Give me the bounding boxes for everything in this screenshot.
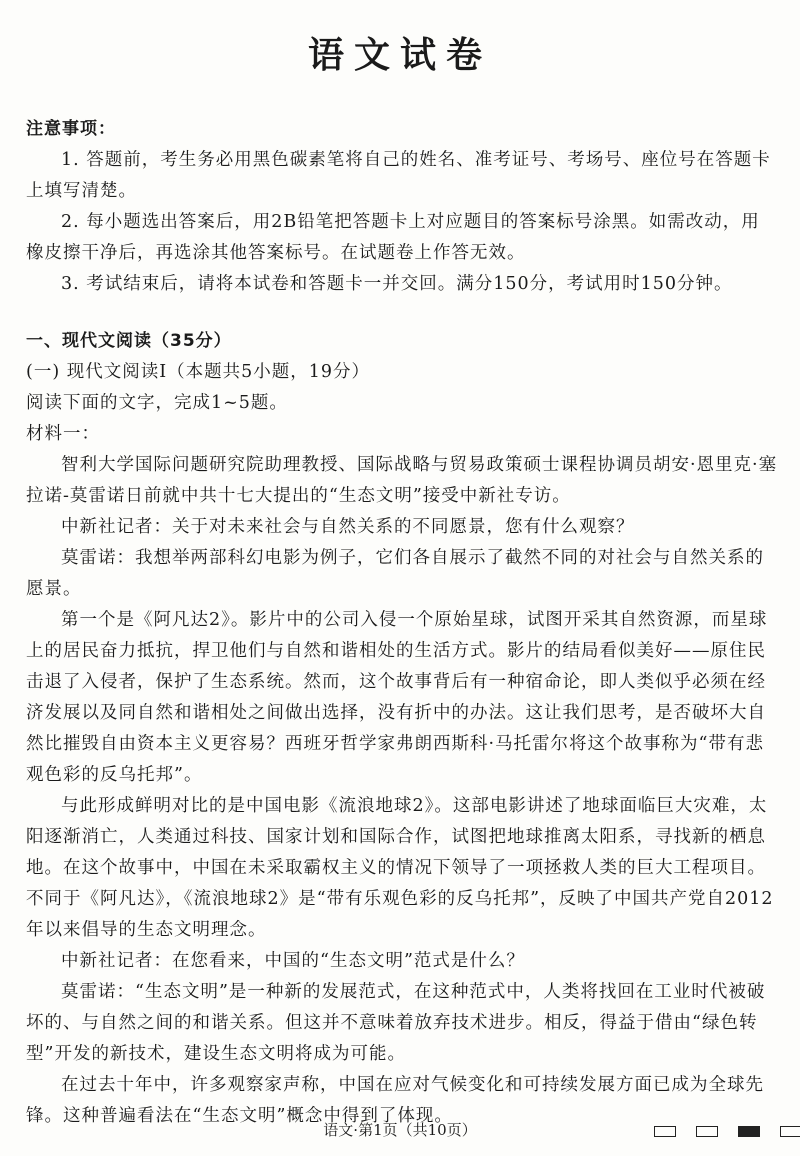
reading-instruction: 阅读下面的文字，完成1~5题。 [26,393,288,413]
material-label: 材料一： [26,424,100,444]
notice-item-2: 2. 每小题选出答案后，用2B铅笔把答题卡上对应题目的答案标号涂黑。如需改动，用橡皮擦干净后，再选涂其他答案标号。在试题卷上作答无效。 [26,212,760,263]
exam-content [26,114,778,1132]
notice-item-3: 3. 考试结束后，请将本试卷和答题卡一并交回。满分150分，考试用时150分钟。 [61,274,733,294]
material-paragraph: 在过去十年中，许多观察家声称，中国在应对气候变化和可持续发展方面已成为全球先锋。这种普遍看法在“生态文明”概念中得到了体现。 [26,1075,764,1126]
material-paragraph: 中新社记者：关于对未来社会与自然关系的不同愿景，您有什么观察？ [61,517,635,537]
notice-item-1: 1. 答题前，考生务必用黑色碳素笔将自己的姓名、准考证号、考场号、座位号在答题卡上填写清楚。 [26,150,771,201]
spacer [26,300,778,326]
scan-mark-empty [780,1126,800,1137]
material-paragraph: 中新社记者：在您看来，中国的“生态文明”范式是什么？ [61,951,525,971]
notice-heading: 注意事项： [26,119,116,139]
material-paragraph: 莫雷诺：“生态文明”是一种新的发展范式，在这种范式中，人类将找回在工业时代被破坏的、与自然之间的和谐关系。但这并不意味着放弃技术进步。相反，得益于借由“绿色转型”开发的新技术，建设生态文明将成为可能。 [26,982,766,1064]
material-paragraph: 与此形成鲜明对比的是中国电影《流浪地球2》。这部电影讲述了地球面临巨大灾难，太阳逐渐消亡，人类通过科技、国家计划和国际合作，试图把地球推离太阳系，寻找新的栖息地。在这个故事中，中国在未采取霸权主义的情况下领导了一项拯救人类的巨大工程项目。不同于《阿凡达》，《流浪地球2》是“带有乐观色彩的反乌托邦”，反映了中国共产党自2012年以来倡导的生态文明理念。 [26,796,774,940]
page-footer: 语文·第1页（共10页） [323,1121,477,1139]
material-paragraph: 第一个是《阿凡达2》。影片中的公司入侵一个原始星球，试图开采其自然资源，而星球上的居民奋力抵抗，捍卫他们与自然和谐相处的生活方式。影片的结局看似美好——原住民击退了入侵者，保护了生态系统。然而，这个故事背后有一种宿命论，即人类似乎必须在经济发展以及同自然和谐相处之间做出选择，没有折中的办法。这让我们思考，是否破坏大自然比摧毁自由资本主义更容易？西班牙哲学家弗朗西斯科·马托雷尔将这个故事称为“带有悲观色彩的反乌托邦”。 [26,610,768,785]
scan-mark-empty [654,1126,676,1137]
section-heading: 一、现代文阅读（35分） [26,331,232,351]
material-paragraph: 智利大学国际问题研究院助理教授、国际战略与贸易政策硕士课程协调员胡安·恩里克·塞拉诺-莫雷诺日前就中共十七大提出的“生态文明”接受中新社专访。 [26,455,778,506]
material-paragraph: 莫雷诺：我想举两部科幻电影为例子，它们各自展示了截然不同的对社会与自然关系的愿景。 [26,548,764,599]
scan-mark-empty [696,1126,718,1137]
scan-mark-filled [738,1126,760,1137]
sub-section-heading: (一) 现代文阅读Ⅰ（本题共5小题，19分） [26,362,371,382]
page-title: 语文试卷 [307,34,492,76]
